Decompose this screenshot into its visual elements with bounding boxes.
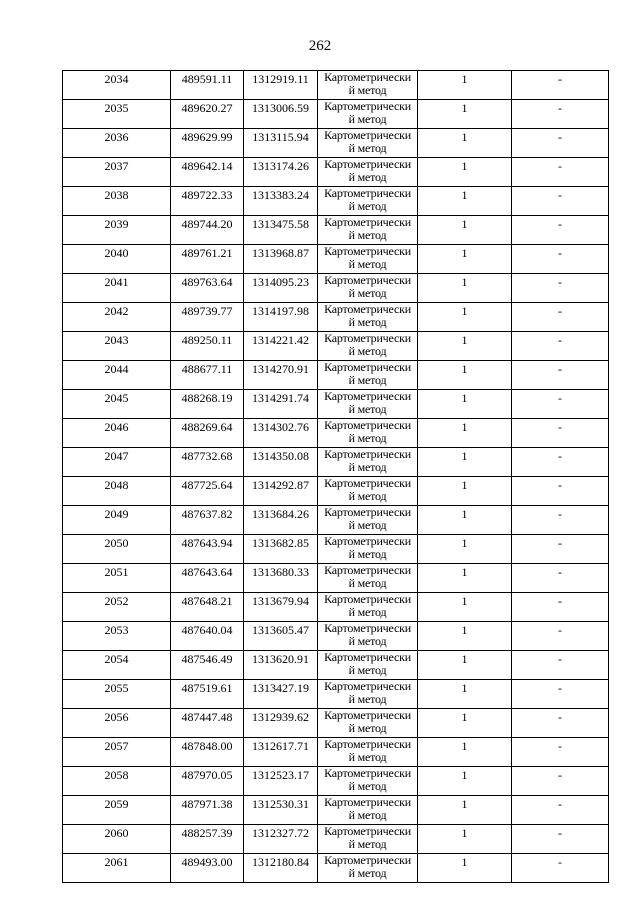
x-coordinate-cell: 489722.33 [171, 187, 244, 216]
y-coordinate-cell: 1314302.76 [244, 419, 318, 448]
note-cell: - [512, 448, 609, 477]
y-coordinate-cell: 1313684.26 [244, 506, 318, 535]
method-line-2: й метод [348, 866, 387, 880]
note-cell: - [512, 477, 609, 506]
note-cell: - [512, 593, 609, 622]
y-coordinate-cell: 1313680.33 [244, 564, 318, 593]
table-row [63, 767, 609, 796]
x-coordinate-cell: 487546.49 [171, 651, 244, 680]
table-row [63, 361, 609, 390]
y-coordinate-cell: 1314292.87 [244, 477, 318, 506]
table-row [63, 651, 609, 680]
method-cell [318, 187, 418, 216]
method-cell [318, 303, 418, 332]
note-cell: - [512, 738, 609, 767]
y-coordinate-cell: 1313115.94 [244, 129, 318, 158]
accuracy-cell: 1 [418, 332, 512, 361]
x-coordinate-cell: 489493.00 [171, 854, 244, 883]
method-line-1: Картометрически [324, 186, 411, 200]
note-cell: - [512, 564, 609, 593]
method-line-1: Картометрически [324, 128, 411, 142]
method-line-1: Картометрически [324, 99, 411, 113]
note-cell: - [512, 390, 609, 419]
point-number-cell: 2048 [63, 477, 171, 506]
accuracy-cell: 1 [418, 622, 512, 651]
method-line-2: й метод [348, 170, 387, 184]
note-cell: - [512, 622, 609, 651]
y-coordinate-cell: 1312919.11 [244, 71, 318, 100]
x-coordinate-cell: 489642.14 [171, 158, 244, 187]
table-row [63, 535, 609, 564]
table-row [63, 129, 609, 158]
method-line-1: Картометрически [324, 853, 411, 867]
method-cell [318, 564, 418, 593]
note-cell: - [512, 187, 609, 216]
y-coordinate-cell: 1314291.74 [244, 390, 318, 419]
method-line-1: Картометрически [324, 766, 411, 780]
point-number-cell: 2036 [63, 129, 171, 158]
accuracy-cell: 1 [418, 738, 512, 767]
method-line-1: Картометрически [324, 476, 411, 490]
method-cell [318, 390, 418, 419]
y-coordinate-cell: 1314221.42 [244, 332, 318, 361]
accuracy-cell: 1 [418, 535, 512, 564]
point-number-cell: 2054 [63, 651, 171, 680]
method-line-1: Картометрически [324, 708, 411, 722]
method-cell [318, 361, 418, 390]
y-coordinate-cell: 1313968.87 [244, 245, 318, 274]
method-line-2: й метод [348, 228, 387, 242]
method-cell [318, 100, 418, 129]
method-line-2: й метод [348, 605, 387, 619]
table-row [63, 738, 609, 767]
point-number-cell: 2043 [63, 332, 171, 361]
point-number-cell: 2040 [63, 245, 171, 274]
point-number-cell: 2039 [63, 216, 171, 245]
point-number-cell: 2052 [63, 593, 171, 622]
point-number-cell: 2056 [63, 709, 171, 738]
table-row [63, 796, 609, 825]
point-number-cell: 2049 [63, 506, 171, 535]
accuracy-cell: 1 [418, 593, 512, 622]
method-cell [318, 71, 418, 100]
method-cell [318, 854, 418, 883]
method-line-2: й метод [348, 431, 387, 445]
x-coordinate-cell: 487648.21 [171, 593, 244, 622]
table-row [63, 303, 609, 332]
y-coordinate-cell: 1312180.84 [244, 854, 318, 883]
method-line-2: й метод [348, 547, 387, 561]
table-row [63, 245, 609, 274]
table-row [63, 477, 609, 506]
x-coordinate-cell: 487848.00 [171, 738, 244, 767]
method-line-2: й метод [348, 576, 387, 590]
method-line-1: Картометрически [324, 563, 411, 577]
method-line-2: й метод [348, 634, 387, 648]
note-cell: - [512, 361, 609, 390]
y-coordinate-cell: 1312939.62 [244, 709, 318, 738]
table-row [63, 854, 609, 883]
method-line-1: Картометрически [324, 331, 411, 345]
point-number-cell: 2045 [63, 390, 171, 419]
method-line-2: й метод [348, 750, 387, 764]
table-row [63, 680, 609, 709]
point-number-cell: 2055 [63, 680, 171, 709]
method-line-1: Картометрически [324, 215, 411, 229]
y-coordinate-cell: 1313682.85 [244, 535, 318, 564]
x-coordinate-cell: 489629.99 [171, 129, 244, 158]
point-number-cell: 2046 [63, 419, 171, 448]
y-coordinate-cell: 1312523.17 [244, 767, 318, 796]
method-line-1: Картометрически [324, 157, 411, 171]
point-number-cell: 2037 [63, 158, 171, 187]
method-line-1: Картометрически [324, 534, 411, 548]
point-number-cell: 2051 [63, 564, 171, 593]
y-coordinate-cell: 1313605.47 [244, 622, 318, 651]
method-cell [318, 506, 418, 535]
x-coordinate-cell: 487970.05 [171, 767, 244, 796]
x-coordinate-cell: 487519.61 [171, 680, 244, 709]
method-cell [318, 448, 418, 477]
method-line-2: й метод [348, 837, 387, 851]
note-cell: - [512, 129, 609, 158]
y-coordinate-cell: 1314095.23 [244, 274, 318, 303]
point-number-cell: 2035 [63, 100, 171, 129]
accuracy-cell: 1 [418, 129, 512, 158]
method-line-1: Картометрически [324, 592, 411, 606]
x-coordinate-cell: 488677.11 [171, 361, 244, 390]
x-coordinate-cell: 487732.68 [171, 448, 244, 477]
table-row [63, 564, 609, 593]
note-cell: - [512, 274, 609, 303]
note-cell: - [512, 332, 609, 361]
x-coordinate-cell: 489250.11 [171, 332, 244, 361]
coordinates-table [62, 70, 609, 883]
method-cell [318, 825, 418, 854]
x-coordinate-cell: 489620.27 [171, 100, 244, 129]
method-line-1: Картометрически [324, 418, 411, 432]
note-cell: - [512, 100, 609, 129]
method-line-2: й метод [348, 489, 387, 503]
method-line-1: Картометрически [324, 824, 411, 838]
method-cell [318, 245, 418, 274]
method-line-1: Картометрически [324, 302, 411, 316]
note-cell: - [512, 796, 609, 825]
accuracy-cell: 1 [418, 390, 512, 419]
method-line-2: й метод [348, 83, 387, 97]
accuracy-cell: 1 [418, 767, 512, 796]
method-line-1: Картометрически [324, 621, 411, 635]
accuracy-cell: 1 [418, 419, 512, 448]
method-line-1: Картометрически [324, 505, 411, 519]
x-coordinate-cell: 487637.82 [171, 506, 244, 535]
method-cell [318, 274, 418, 303]
x-coordinate-cell: 489763.64 [171, 274, 244, 303]
table-row [63, 593, 609, 622]
y-coordinate-cell: 1314270.91 [244, 361, 318, 390]
method-line-2: й метод [348, 257, 387, 271]
point-number-cell: 2038 [63, 187, 171, 216]
method-cell [318, 216, 418, 245]
note-cell: - [512, 709, 609, 738]
note-cell: - [512, 71, 609, 100]
y-coordinate-cell: 1313679.94 [244, 593, 318, 622]
method-cell [318, 332, 418, 361]
y-coordinate-cell: 1313006.59 [244, 100, 318, 129]
note-cell: - [512, 825, 609, 854]
table-row [63, 448, 609, 477]
x-coordinate-cell: 489591.11 [171, 71, 244, 100]
accuracy-cell: 1 [418, 680, 512, 709]
y-coordinate-cell: 1314350.08 [244, 448, 318, 477]
method-line-2: й метод [348, 518, 387, 532]
method-cell [318, 796, 418, 825]
page-number: 262 [308, 38, 332, 54]
method-line-1: Картометрически [324, 244, 411, 258]
y-coordinate-cell: 1312327.72 [244, 825, 318, 854]
note-cell: - [512, 216, 609, 245]
table-row [63, 709, 609, 738]
method-line-2: й метод [348, 692, 387, 706]
point-number-cell: 2060 [63, 825, 171, 854]
method-line-2: й метод [348, 141, 387, 155]
x-coordinate-cell: 487643.64 [171, 564, 244, 593]
y-coordinate-cell: 1313383.24 [244, 187, 318, 216]
method-line-2: й метод [348, 808, 387, 822]
method-line-2: й метод [348, 721, 387, 735]
point-number-cell: 2034 [63, 71, 171, 100]
method-line-2: й метод [348, 663, 387, 677]
method-line-1: Картометрически [324, 273, 411, 287]
note-cell: - [512, 419, 609, 448]
method-line-2: й метод [348, 344, 387, 358]
point-number-cell: 2058 [63, 767, 171, 796]
accuracy-cell: 1 [418, 825, 512, 854]
accuracy-cell: 1 [418, 477, 512, 506]
accuracy-cell: 1 [418, 158, 512, 187]
method-line-1: Картометрически [324, 650, 411, 664]
accuracy-cell: 1 [418, 564, 512, 593]
method-line-1: Картометрически [324, 360, 411, 374]
x-coordinate-cell: 489761.21 [171, 245, 244, 274]
accuracy-cell: 1 [418, 651, 512, 680]
method-cell [318, 767, 418, 796]
point-number-cell: 2061 [63, 854, 171, 883]
method-line-2: й метод [348, 779, 387, 793]
method-line-2: й метод [348, 402, 387, 416]
note-cell: - [512, 767, 609, 796]
method-cell [318, 680, 418, 709]
table-row [63, 187, 609, 216]
table-row [63, 390, 609, 419]
point-number-cell: 2041 [63, 274, 171, 303]
x-coordinate-cell: 487971.38 [171, 796, 244, 825]
table-row [63, 274, 609, 303]
method-line-2: й метод [348, 199, 387, 213]
method-line-1: Картометрически [324, 389, 411, 403]
accuracy-cell: 1 [418, 245, 512, 274]
y-coordinate-cell: 1312617.71 [244, 738, 318, 767]
point-number-cell: 2059 [63, 796, 171, 825]
method-cell [318, 535, 418, 564]
y-coordinate-cell: 1313475.58 [244, 216, 318, 245]
note-cell: - [512, 651, 609, 680]
method-cell [318, 738, 418, 767]
table-row [63, 71, 609, 100]
point-number-cell: 2047 [63, 448, 171, 477]
note-cell: - [512, 506, 609, 535]
point-number-cell: 2057 [63, 738, 171, 767]
note-cell: - [512, 535, 609, 564]
y-coordinate-cell: 1312530.31 [244, 796, 318, 825]
method-cell [318, 419, 418, 448]
method-line-1: Картометрически [324, 795, 411, 809]
table-row [63, 506, 609, 535]
accuracy-cell: 1 [418, 796, 512, 825]
accuracy-cell: 1 [418, 361, 512, 390]
note-cell: - [512, 158, 609, 187]
x-coordinate-cell: 489744.20 [171, 216, 244, 245]
table-row [63, 158, 609, 187]
point-number-cell: 2053 [63, 622, 171, 651]
table-row [63, 622, 609, 651]
method-line-2: й метод [348, 112, 387, 126]
method-line-2: й метод [348, 373, 387, 387]
accuracy-cell: 1 [418, 187, 512, 216]
table-row [63, 332, 609, 361]
method-cell [318, 477, 418, 506]
method-line-2: й метод [348, 315, 387, 329]
coordinates-table-body [63, 71, 609, 883]
x-coordinate-cell: 488257.39 [171, 825, 244, 854]
method-line-1: Картометрически [324, 679, 411, 693]
method-line-2: й метод [348, 460, 387, 474]
accuracy-cell: 1 [418, 303, 512, 332]
table-row [63, 216, 609, 245]
table-row [63, 100, 609, 129]
y-coordinate-cell: 1313174.26 [244, 158, 318, 187]
x-coordinate-cell: 487725.64 [171, 477, 244, 506]
y-coordinate-cell: 1314197.98 [244, 303, 318, 332]
note-cell: - [512, 245, 609, 274]
accuracy-cell: 1 [418, 709, 512, 738]
accuracy-cell: 1 [418, 216, 512, 245]
method-line-1: Картометрически [324, 447, 411, 461]
method-cell [318, 651, 418, 680]
accuracy-cell: 1 [418, 274, 512, 303]
x-coordinate-cell: 489739.77 [171, 303, 244, 332]
point-number-cell: 2042 [63, 303, 171, 332]
note-cell: - [512, 680, 609, 709]
method-cell [318, 129, 418, 158]
y-coordinate-cell: 1313620.91 [244, 651, 318, 680]
method-cell [318, 709, 418, 738]
y-coordinate-cell: 1313427.19 [244, 680, 318, 709]
accuracy-cell: 1 [418, 100, 512, 129]
accuracy-cell: 1 [418, 71, 512, 100]
x-coordinate-cell: 487643.94 [171, 535, 244, 564]
note-cell: - [512, 854, 609, 883]
table-row [63, 419, 609, 448]
point-number-cell: 2050 [63, 535, 171, 564]
point-number-cell: 2044 [63, 361, 171, 390]
x-coordinate-cell: 487640.04 [171, 622, 244, 651]
table-row [63, 825, 609, 854]
accuracy-cell: 1 [418, 854, 512, 883]
method-cell [318, 158, 418, 187]
accuracy-cell: 1 [418, 506, 512, 535]
method-cell [318, 622, 418, 651]
method-line-1: Картометрически [324, 70, 411, 84]
x-coordinate-cell: 488268.19 [171, 390, 244, 419]
accuracy-cell: 1 [418, 448, 512, 477]
x-coordinate-cell: 487447.48 [171, 709, 244, 738]
method-line-2: й метод [348, 286, 387, 300]
method-cell [318, 593, 418, 622]
note-cell: - [512, 303, 609, 332]
method-line-1: Картометрически [324, 737, 411, 751]
x-coordinate-cell: 488269.64 [171, 419, 244, 448]
